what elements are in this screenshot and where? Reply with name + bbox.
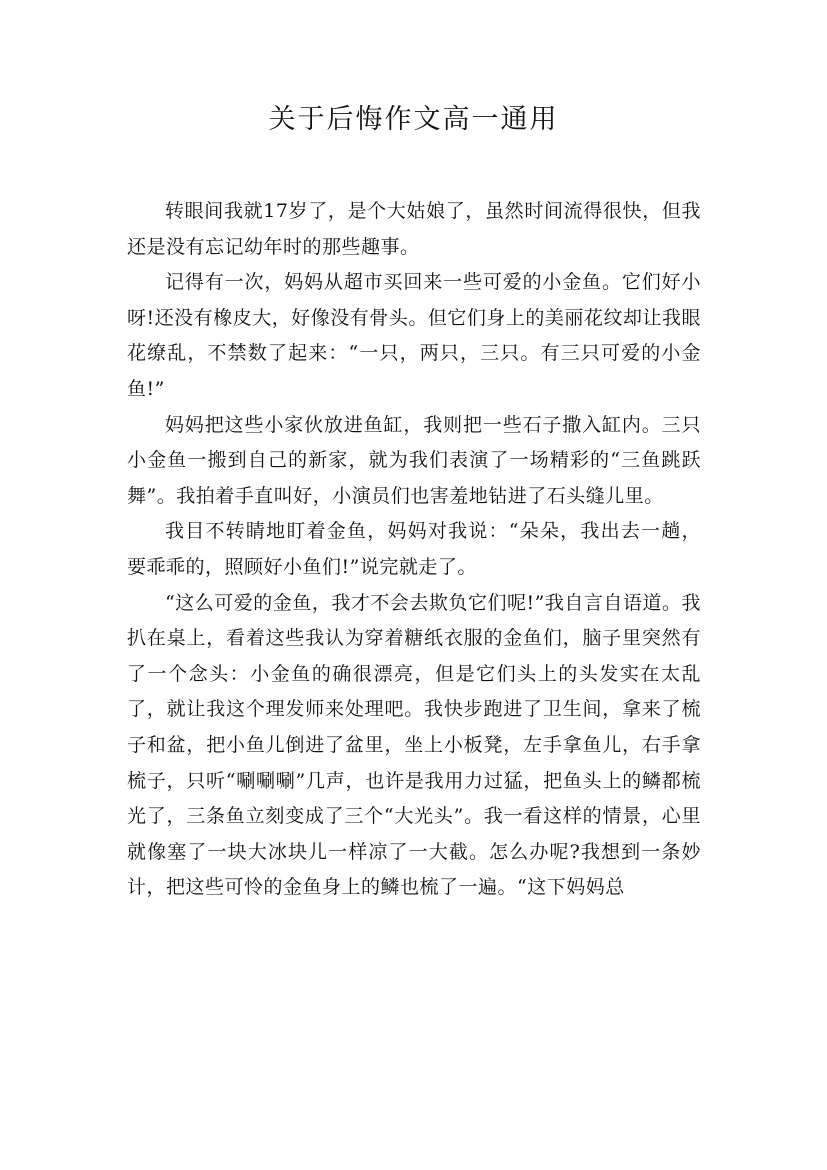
- document-title: 关于后悔作文高一通用: [268, 104, 559, 135]
- paragraph-1: 转眼间我就17岁了，是个大姑娘了，虽然时间流得很快，但我还是没有忘记幼年时的那些趣事。: [127, 200, 701, 258]
- paragraph-5: “这么可爱的金鱼，我才不会去欺负它们呢!”我自言自语道。我扒在桌上，看着这些我认为穿着糖纸衣服的金鱼们，脑子里突然有了一个念头：小金鱼的确很漂亮，但是它们头上的头发实在太乱了，就让我这个理发师来处理吧。我快步跑进了卫生间，拿来了梳子和盆，把小鱼儿倒进了盆里，坐上小板凳，左手拿鱼儿，右手拿梳子，只听“唰唰唰”几声，也许是我用力过猛，把鱼头上的鳞都梳光了，三条鱼立刻变成了三个“大光头”。我一看这样的情景，心里就像塞了一块大冰块儿一样凉了一大截。怎么办呢?我想到一条妙计，把这些可怜的金鱼身上的鳞也梳了一遍。“这下妈妈总: [127, 591, 701, 899]
- paragraph-4: 我目不转睛地盯着金鱼，妈妈对我说：“朵朵，我出去一趟，要乖乖的，照顾好小鱼们!”说完就走了。: [127, 520, 701, 578]
- document-body: [127, 194, 701, 906]
- paragraph-2: 记得有一次，妈妈从超市买回来一些可爱的小金鱼。它们好小呀!还没有橡皮大，好像没有骨头。但它们身上的美丽花纹却让我眼花缭乱，不禁数了起来：“一只，两只，三只。有三只可爱的小金鱼!”: [127, 271, 701, 400]
- paragraph-3: 妈妈把这些小家伙放进鱼缸，我则把一些石子撒入缸内。三只小金鱼一搬到自己的新家，就为我们表演了一场精彩的“三鱼跳跃舞”。我拍着手直叫好，小演员们也害羞地钻进了石头缝儿里。: [127, 413, 701, 507]
